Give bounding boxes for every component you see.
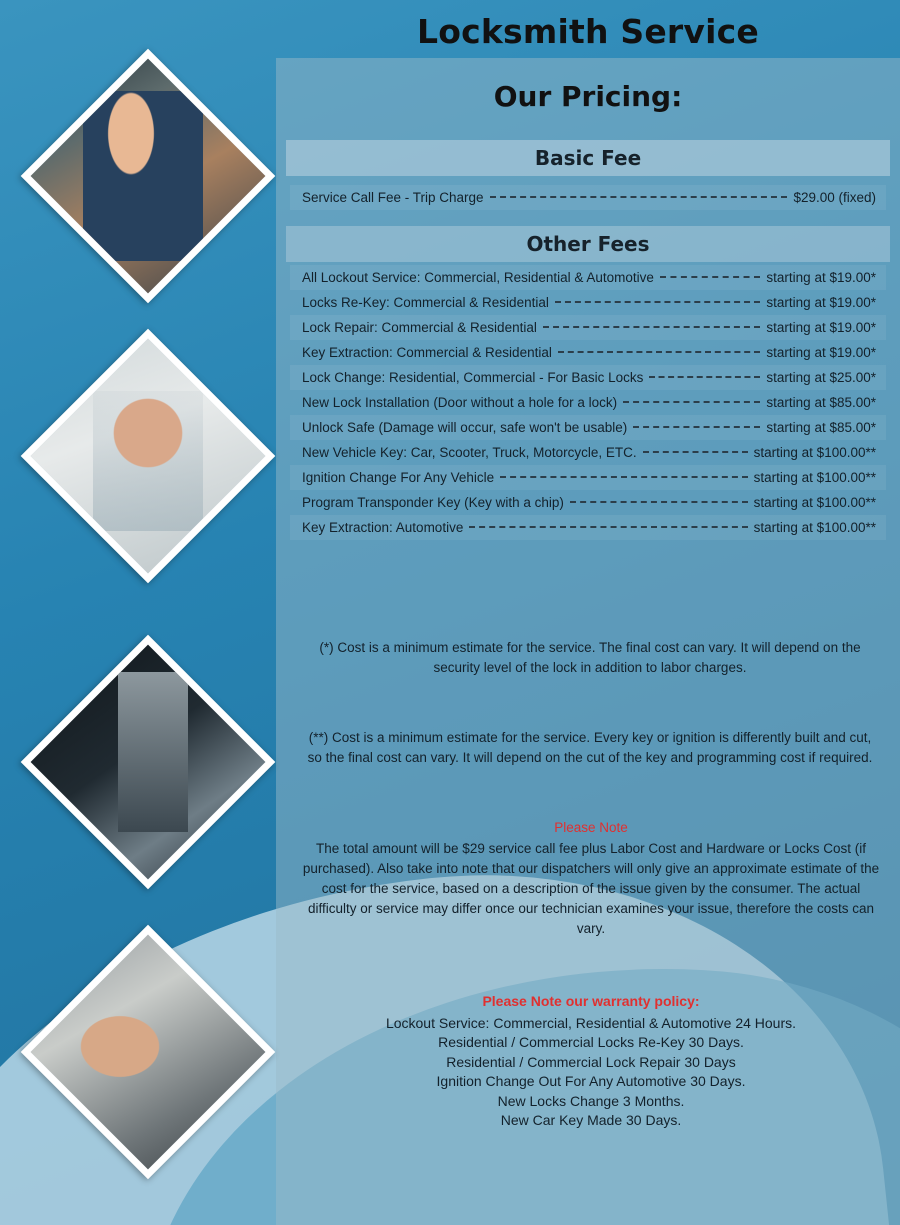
price-row-value: starting at $25.00* (766, 370, 876, 385)
please-note-body: The total amount will be $29 service call fee plus Labor Cost and Hardware or Locks Cost (if purchased). Also take into note that our dispatchers will only give an approximate estimate of the cost for the service, based on a description of the issue given by the consumer. The actual difficulty or service may differ once our technician examines your issue, therefore the costs can vary. (302, 841, 880, 936)
price-row (290, 490, 886, 515)
price-row-value: starting at $100.00** (753, 470, 876, 485)
please-note-block (296, 818, 886, 939)
price-row-leader (570, 501, 748, 503)
price-row-value: starting at $19.00* (766, 270, 876, 285)
please-note-heading: Please Note (554, 820, 628, 835)
price-row-label: New Vehicle Key: Car, Scooter, Truck, Motorcycle, ETC. (302, 445, 637, 460)
price-row (290, 440, 886, 465)
price-row (290, 465, 886, 490)
warranty-line: Lockout Service: Commercial, Residential & Automotive 24 Hours. (385, 1014, 797, 1031)
note-single-star: (*) Cost is a minimum estimate for the service. The final cost can vary. It will depend on the security level of the lock in addition to labor charges. (319, 640, 861, 675)
price-row-value: starting at $85.00* (766, 420, 876, 435)
price-row-label: Program Transponder Key (Key with a chip) (302, 495, 564, 510)
price-row-label: New Lock Installation (Door without a hole for a lock) (302, 395, 618, 410)
price-row-value: starting at $100.00** (753, 520, 876, 535)
price-row-leader (623, 401, 760, 403)
warranty-line: Residential / Commercial Locks Re-Key 30 Days. (438, 1034, 744, 1050)
warranty-lines (296, 1014, 886, 1131)
note-double-star: (**) Cost is a minimum estimate for the service. Every key or ignition is differently built and cut, so the final cost can vary. It will depend on the cut of the key and programming cost if required. (307, 730, 873, 765)
price-row (290, 365, 886, 390)
price-row-leader (660, 276, 761, 278)
price-row-label: Lock Change: Residential, Commercial - For Basic Locks (302, 370, 644, 385)
price-row-leader (643, 451, 748, 453)
photo-technician-with-car-key-image (23, 51, 273, 301)
photo-handing-over-house-keys (21, 329, 276, 584)
warranty-line: Residential / Commercial Lock Repair 30 Days (446, 1053, 736, 1070)
price-row-label: Unlock Safe (Damage will occur, safe won't be usable) (302, 420, 628, 435)
price-row-value: starting at $85.00* (766, 395, 876, 410)
price-row-value: $29.00 (fixed) (793, 190, 876, 205)
price-row-leader (469, 526, 747, 528)
photo-handing-over-house-keys-image (23, 331, 273, 581)
price-row-leader (543, 326, 761, 328)
price-row-label: Service Call Fee - Trip Charge (302, 190, 484, 205)
price-row-value: starting at $100.00** (753, 495, 876, 510)
price-row-label: Lock Repair: Commercial & Residential (302, 320, 537, 335)
basic-fee-rows (290, 185, 886, 210)
basic-fee-heading: Basic Fee (286, 140, 890, 176)
price-row-value: starting at $19.00* (766, 295, 876, 310)
price-row-label: Key Extraction: Commercial & Residential (302, 345, 552, 360)
price-row (290, 315, 886, 340)
price-row-value: starting at $19.00* (766, 320, 876, 335)
price-row-leader (555, 301, 761, 303)
price-row (290, 290, 886, 315)
price-row (290, 515, 886, 540)
warranty-heading: Please Note our warranty policy: (482, 993, 700, 1009)
warranty-line: New Car Key Made 30 Days. (500, 1112, 682, 1128)
price-row (290, 185, 886, 210)
price-row-label: Locks Re-Key: Commercial & Residential (302, 295, 549, 310)
price-row-leader (649, 376, 760, 378)
price-row-leader (490, 196, 788, 198)
price-row-label: Key Extraction: Automotive (302, 520, 464, 535)
page-title: Locksmith Service (417, 12, 759, 51)
page-subtitle: Our Pricing: (493, 80, 683, 113)
photo-technician-with-car-key (21, 49, 276, 304)
price-row (290, 265, 886, 290)
price-row-label: Ignition Change For Any Vehicle (302, 470, 495, 485)
price-row (290, 415, 886, 440)
price-row-label: All Lockout Service: Commercial, Residential & Automotive (302, 270, 654, 285)
photo-keypad-lock-entry-image (23, 637, 273, 887)
photo-keypad-lock-entry (21, 635, 276, 890)
other-fees-rows (290, 265, 886, 540)
other-fees-heading: Other Fees (286, 226, 890, 262)
price-row-value: starting at $19.00* (766, 345, 876, 360)
warranty-line: New Locks Change 3 Months. (497, 1092, 685, 1109)
price-row-value: starting at $100.00** (753, 445, 876, 460)
warranty-line: Ignition Change Out For Any Automotive 30 Days. (436, 1073, 746, 1089)
price-row-leader (558, 351, 761, 353)
warranty-block (296, 992, 886, 1131)
price-row (290, 390, 886, 415)
price-row-leader (500, 476, 748, 478)
price-row (290, 340, 886, 365)
price-row-leader (633, 426, 760, 428)
